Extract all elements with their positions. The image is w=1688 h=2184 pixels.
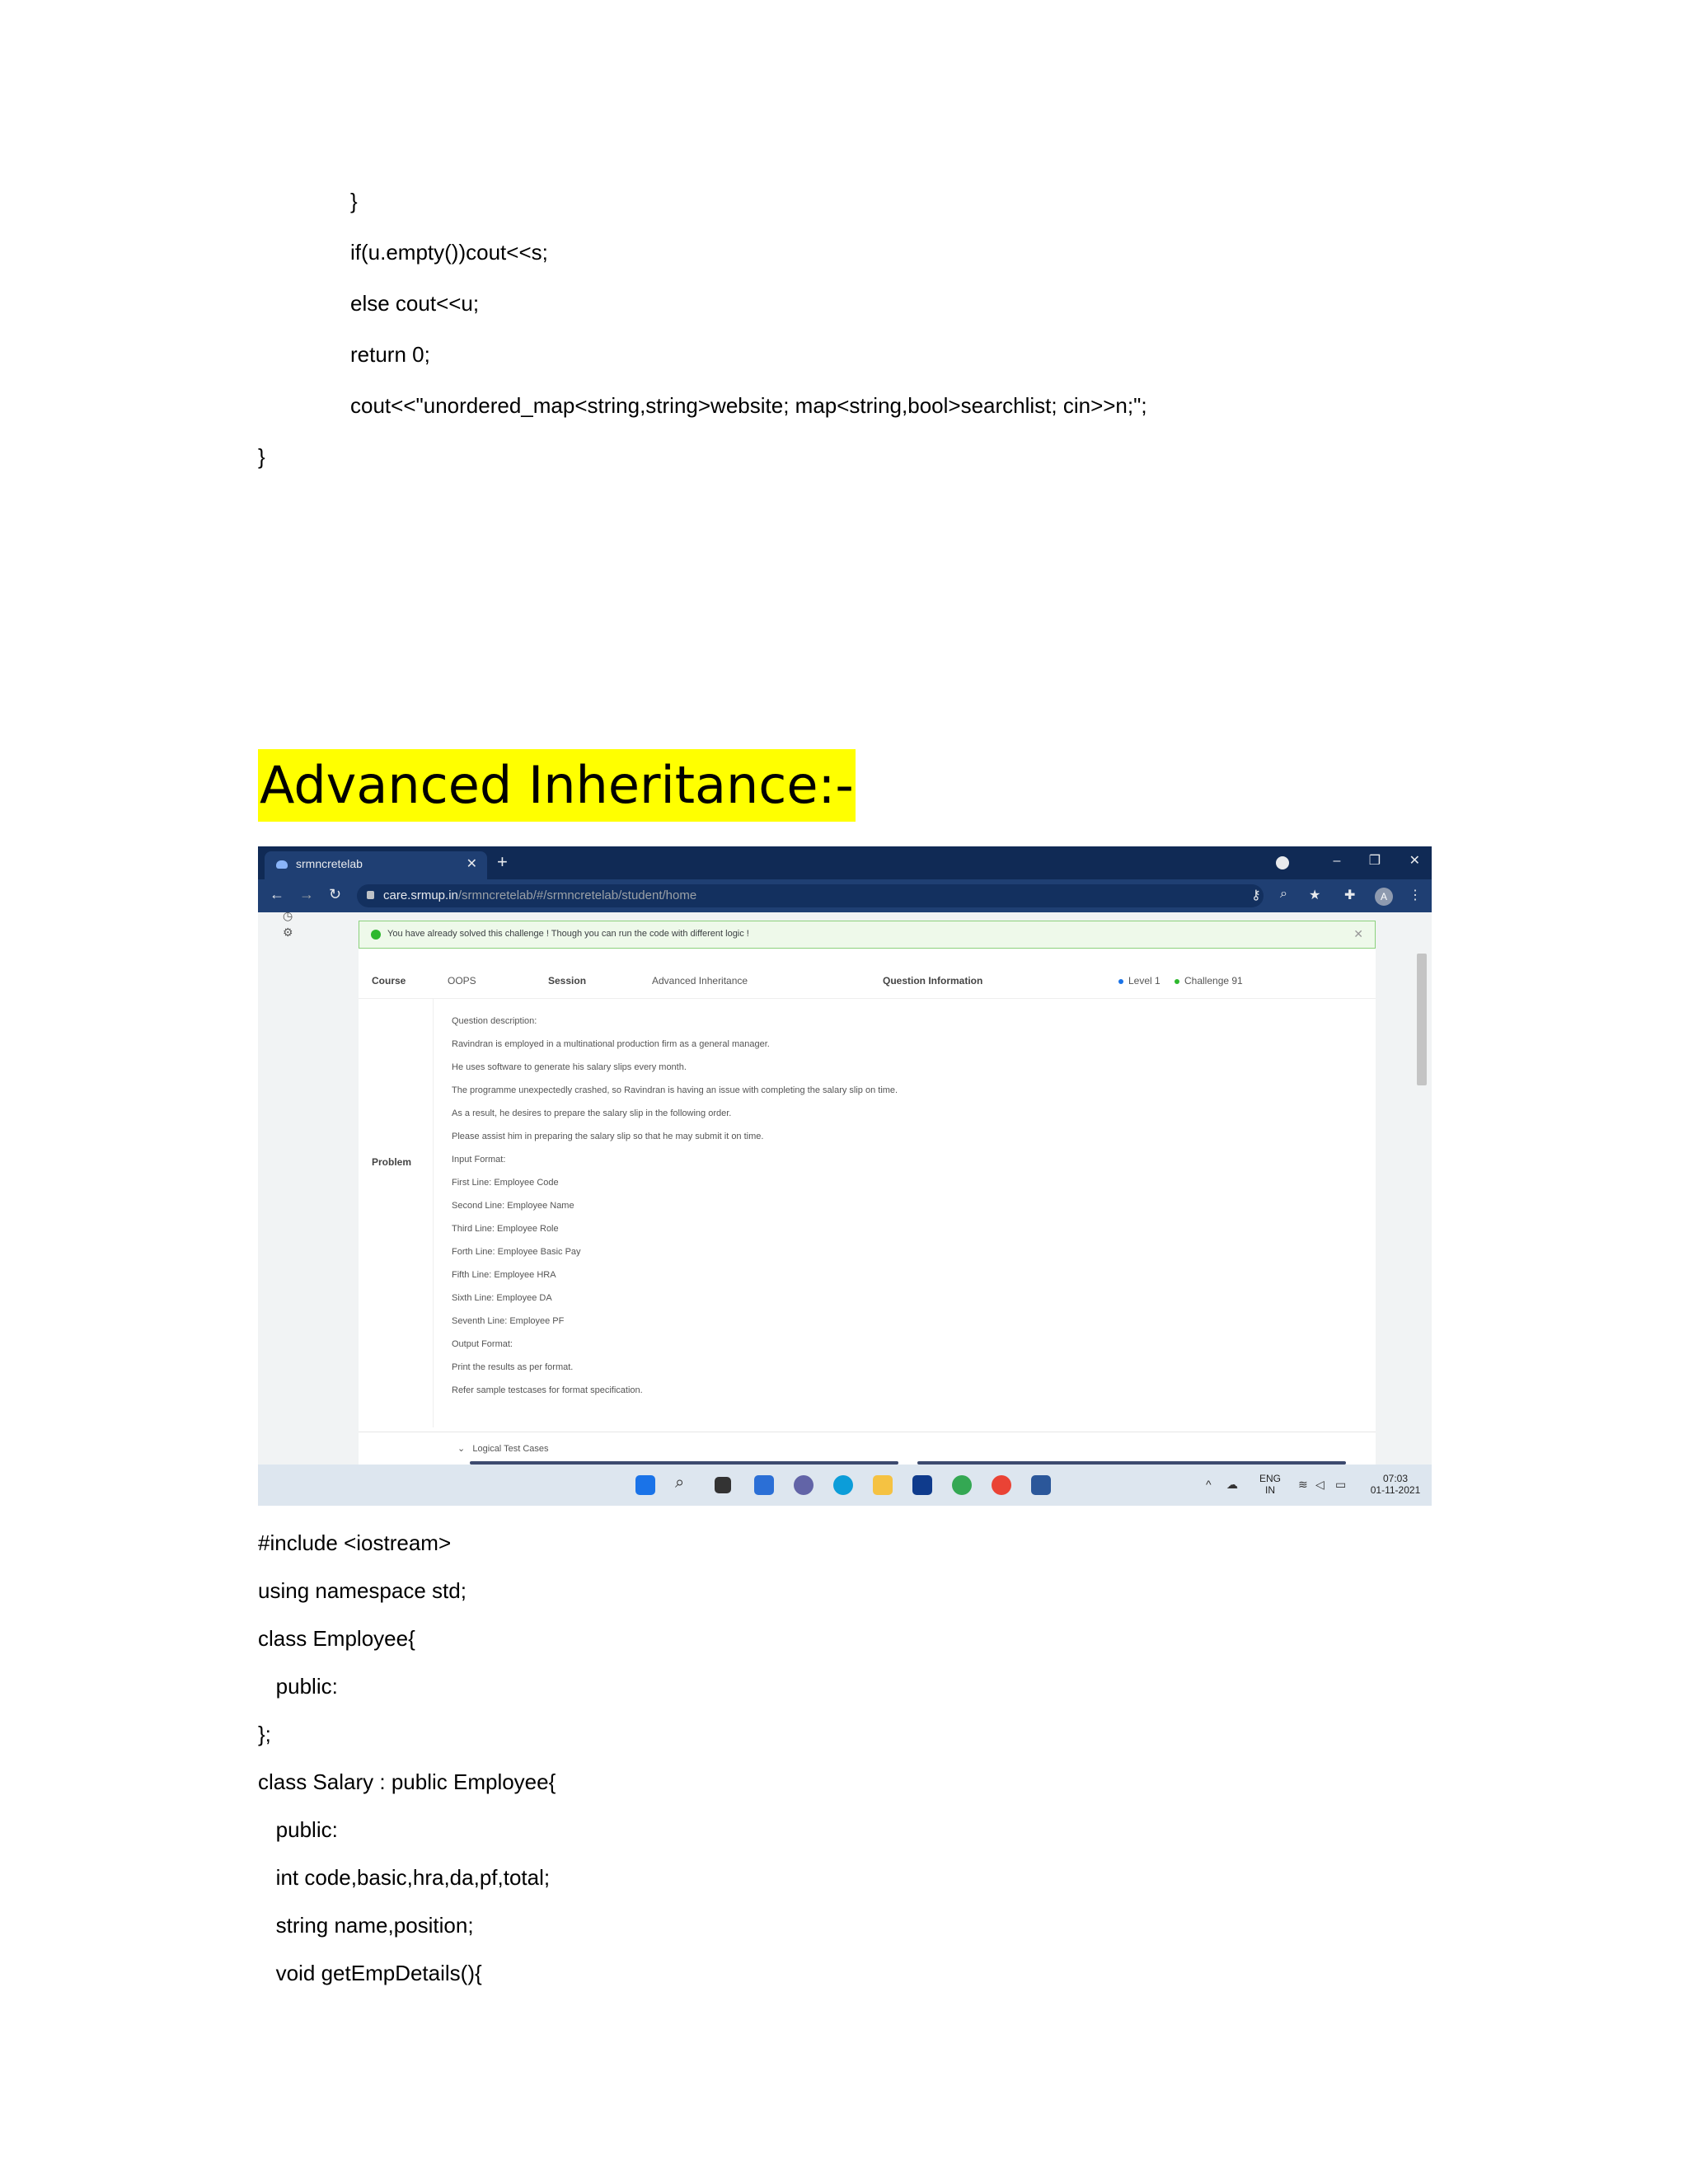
chevron-down-icon: ⌄ [457,1444,466,1454]
language-indicator[interactable]: ENG IN [1259,1473,1281,1496]
chevron-up-icon[interactable]: ^ [1206,1478,1212,1491]
code-line: int code,basic,hra,da,pf,total; [258,1865,551,1890]
gear-icon[interactable]: ⚙ [283,926,293,939]
problem-line: Third Line: Employee Role [452,1224,559,1234]
extensions-icon[interactable]: ✚ [1344,888,1356,902]
code-line: using namespace std; [258,1578,467,1603]
browser-tab-bar [258,846,1432,879]
url-text: care.srmup.in/srmncretelab/#/srmncretelab/student/home [383,888,697,902]
volume-icon[interactable]: ◁ [1315,1478,1325,1491]
sidebar [258,909,340,1465]
problem-line: Please assist him in preparing the salary slip so that he may submit it on time. [452,1132,764,1141]
zoom-icon[interactable]: ⌕ [1280,887,1287,901]
course-label: Course [372,975,406,987]
search-icon[interactable]: ⌕ [675,1474,685,1492]
challenge-dot-icon [1175,979,1179,984]
question-info-label: Question Information [883,975,983,987]
minimize-icon[interactable]: – [1333,854,1341,868]
info-row [359,963,1376,999]
problem-line: As a result, he desires to prepare the salary slip in the following order. [452,1108,732,1118]
file-explorer-icon[interactable] [873,1475,893,1495]
level-badge: Level 1 [1118,975,1160,987]
problem-line: Refer sample testcases for format specification. [452,1385,643,1395]
session-value: Advanced Inheritance [652,975,748,987]
check-icon [371,930,381,940]
chat-icon[interactable] [794,1475,814,1495]
restore-icon[interactable]: ❐ [1368,854,1381,868]
code-line: public: [258,1817,338,1842]
lock-icon [367,891,374,899]
section-heading: Advanced Inheritance:- [258,749,856,822]
new-tab-icon[interactable]: + [497,851,508,872]
url-input[interactable] [357,884,1264,907]
chrome-icon[interactable] [952,1475,972,1495]
code-line: } [350,189,358,213]
challenge-badge: Challenge 91 [1175,975,1243,987]
battery-icon[interactable]: ▭ [1335,1478,1347,1491]
windows-start-icon[interactable] [635,1475,655,1495]
problem-label: Problem [372,1156,412,1168]
solved-notice [359,921,1376,949]
chrome-profile-icon[interactable] [992,1475,1011,1495]
problem-line: First Line: Employee Code [452,1178,559,1188]
code-line: if(u.empty())cout<<s; [350,240,548,265]
edge-icon[interactable] [833,1475,853,1495]
problem-line: Input Format: [452,1155,506,1165]
taskbar [258,1465,1432,1506]
problem-line: The programme unexpectedly crashed, so Ravindran is having an issue with completing the salary slip on time. [452,1085,898,1095]
wifi-icon[interactable]: ≋ [1298,1478,1308,1491]
code-line: }; [258,1722,271,1746]
page-content [258,909,1432,1465]
reload-icon[interactable]: ↻ [329,886,342,902]
store-icon[interactable] [912,1475,932,1495]
problem-line: Output Format: [452,1339,513,1349]
scrollbar[interactable] [1412,912,1432,1465]
session-label: Session [548,975,587,987]
code-line: } [258,444,265,469]
course-value: OOPS [448,975,476,987]
close-icon[interactable]: ✕ [1353,927,1363,940]
problem-line: Sixth Line: Employee DA [452,1293,552,1303]
menu-icon[interactable]: ⋮ [1409,888,1422,902]
key-icon[interactable]: ⚷ [1251,888,1261,902]
widgets-icon[interactable] [754,1475,774,1495]
close-icon[interactable]: ✕ [466,857,477,871]
close-window-icon[interactable]: ✕ [1409,854,1420,868]
code-line: return 0; [350,342,430,367]
notice-text: You have already solved this challenge ! Though you can run the code with different logic ! [387,929,749,939]
problem-line: Ravindran is employed in a multinational production firm as a general manager. [452,1039,770,1049]
back-icon[interactable]: ← [270,886,284,902]
code-line: cout<<"unordered_map<string,string>website; map<string,bool>searchlist; cin>>n;"; [350,393,1147,418]
challenge-card [359,921,1376,1465]
word-icon[interactable] [1031,1475,1051,1495]
cloud-icon [276,860,288,869]
star-icon[interactable]: ★ [1309,888,1321,902]
task-view-icon[interactable] [715,1477,731,1493]
avatar[interactable]: A [1375,888,1393,906]
code-line: string name,position; [258,1913,474,1938]
problem-line: Question description: [452,1016,537,1026]
download-icon[interactable] [1276,856,1289,869]
cloud-icon[interactable]: ☁ [1226,1478,1238,1491]
logical-test-cases-toggle[interactable]: ⌄ Logical Test Cases [457,1444,549,1454]
problem-line: He uses software to generate his salary slips every month. [452,1062,687,1072]
tab-title: srmncretelab [296,857,363,870]
problem-line: Forth Line: Employee Basic Pay [452,1247,581,1257]
scrollbar-thumb[interactable] [1417,954,1427,1085]
code-line: #include <iostream> [258,1530,452,1555]
code-line: class Salary : public Employee{ [258,1769,556,1794]
problem-line: Fifth Line: Employee HRA [452,1270,556,1280]
browser-tab[interactable] [265,851,487,879]
code-line: class Employee{ [258,1626,415,1651]
problem-line: Print the results as per format. [452,1362,574,1372]
address-bar [258,879,1432,912]
code-line: void getEmpDetails(){ [258,1961,482,1985]
clock[interactable]: 07:03 01-11-2021 [1370,1473,1421,1496]
code-line: else cout<<u; [350,291,480,316]
code-line: public: [258,1674,338,1699]
problem-label-column [359,999,434,1427]
forward-icon[interactable]: → [299,886,314,902]
problem-line: Seventh Line: Employee PF [452,1316,565,1326]
window-controls [1308,852,1420,869]
level-dot-icon [1118,979,1123,984]
problem-line: Second Line: Employee Name [452,1201,574,1211]
challenge-panel [340,912,1412,1465]
clock-icon[interactable]: ◷ [283,909,293,922]
embedded-screenshot [258,846,1432,1506]
